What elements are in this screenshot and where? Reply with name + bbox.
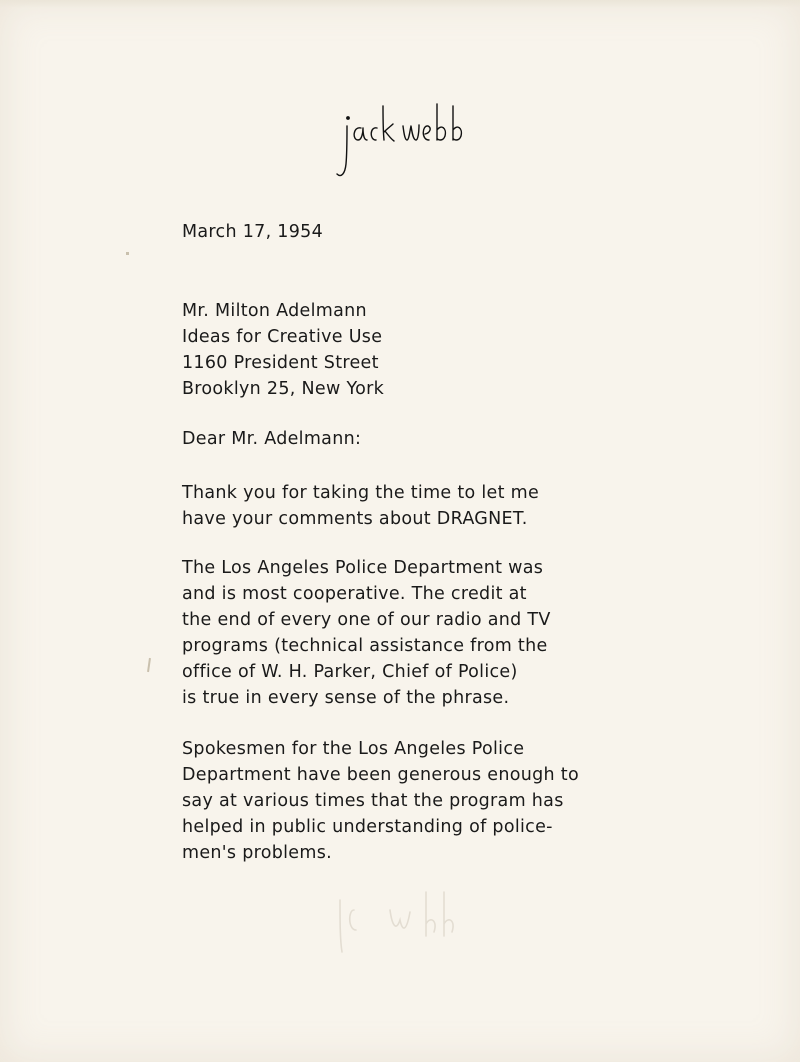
recipient-city: Brooklyn 25, New York <box>182 379 385 399</box>
show-through-mark <box>330 880 470 960</box>
letterhead-logo <box>333 98 473 188</box>
paragraph-3-line: helped in public understanding of police- <box>182 817 553 837</box>
paragraph-3-line: say at various times that the program has <box>182 791 564 811</box>
paragraph-1-line: have your comments about DRAGNET. <box>182 509 528 529</box>
paragraph-2-line: office of W. H. Parker, Chief of Police) <box>182 662 518 682</box>
recipient-street: 1160 President Street <box>182 353 379 373</box>
paragraph-1-line: Thank you for taking the time to let me <box>182 483 540 503</box>
paper-speck <box>126 252 129 255</box>
salutation: Dear Mr. Adelmann: <box>182 429 362 449</box>
recipient-company: Ideas for Creative Use <box>182 327 383 347</box>
paper-edge <box>0 0 800 8</box>
paragraph-3-line: Spokesmen for the Los Angeles Police <box>182 739 525 759</box>
letter-date: March 17, 1954 <box>182 222 324 242</box>
paper-fold-mark <box>147 658 151 672</box>
paragraph-2-line: The Los Angeles Police Department was <box>182 558 544 578</box>
recipient-name: Mr. Milton Adelmann <box>182 301 367 321</box>
paragraph-2-line: the end of every one of our radio and TV <box>182 610 551 630</box>
paragraph-3-line: Department have been generous enough to <box>182 765 579 785</box>
paragraph-2-line: and is most cooperative. The credit at <box>182 584 527 604</box>
paragraph-2-line: is true in every sense of the phrase. <box>182 688 510 708</box>
jack-webb-script-logo <box>333 98 473 188</box>
paragraph-3-line: men's problems. <box>182 843 332 863</box>
paragraph-2-line: programs (technical assistance from the <box>182 636 548 656</box>
